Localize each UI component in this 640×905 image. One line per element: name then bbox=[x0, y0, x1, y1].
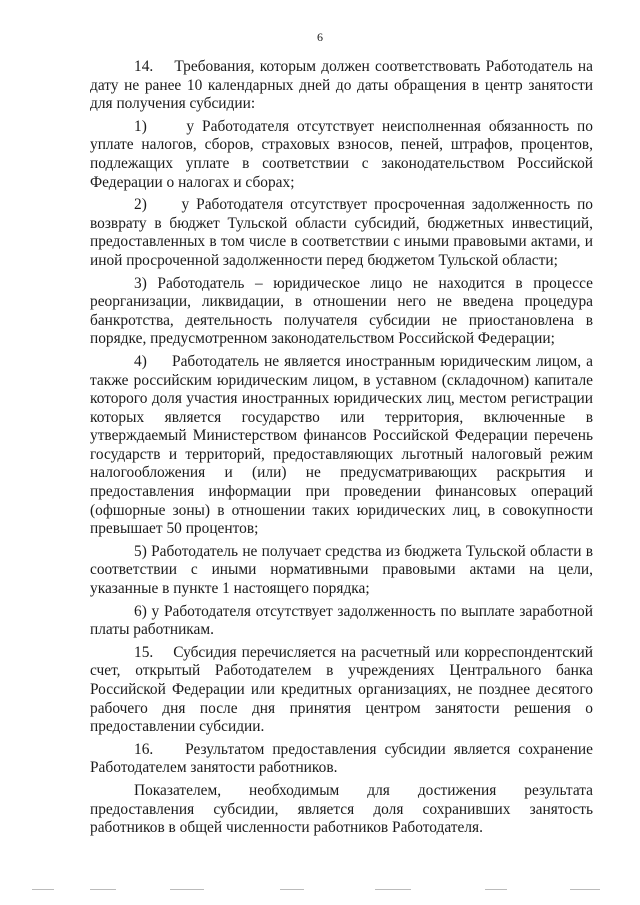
document-body bbox=[90, 58, 593, 838]
paragraph-14-item-5: 5) Работодатель не получает средства из бюджета Тульской области в соответствии с иными нормативными правовыми актами на цели, указанные в пункте 1 настоящего порядка; bbox=[90, 542, 593, 598]
scan-mark bbox=[375, 889, 411, 890]
paragraph-14-item-6: 6) у Работодателя отсутствует задолженность по выплате заработной платы работникам. bbox=[90, 602, 593, 639]
paragraph-16-indicator: Показателем, необходимым для достижения результата предоставления субсидии, является доля сохранивших занятость работников в общей численности работников Работодателя. bbox=[90, 781, 593, 837]
paragraph-14-item-3: 3) Работодатель – юридическое лицо не находится в процессе реорганизации, ликвидации, в отношении него не введена процедура банкротства, деятельность получателя субсидии не приостановлена в порядке, предусмотренном законодательством Российской Федерации; bbox=[90, 274, 593, 348]
scan-mark bbox=[170, 889, 204, 890]
scan-mark bbox=[90, 889, 116, 890]
scan-mark bbox=[485, 889, 507, 890]
scan-artifacts bbox=[30, 887, 610, 893]
paragraph-16: 16. Результатом предоставления субсидии является сохранение Работодателем занятости работников. bbox=[90, 740, 593, 777]
paragraph-14-item-2: 2) у Работодателя отсутствует просроченная задолженность по возврату в бюджет Тульской области субсидий, бюджетных инвестиций, предоставленных в том числе в соответствии с иными правовыми актами, и иной просроченной задолженности перед бюджетом Тульской области; bbox=[90, 196, 593, 269]
scan-mark bbox=[280, 889, 304, 890]
paragraph-15: 15. Субсидия перечисляется на расчетный или корреспондентский счет, открытый Работодателем в учреждениях Центрального банка Российской Федерации или кредитных организациях, не позднее десятого рабочего дня после дня принятия центром занятости решения о предоставлении субсидии. bbox=[90, 643, 593, 736]
paragraph-14-item-1: 1) у Работодателя отсутствует неисполненная обязанность по уплате налогов, сборов, страховых взносов, пеней, штрафов, процентов, подлежащих уплате в соответствии с законодательством Российской Федерации о налогах и сборах; bbox=[90, 117, 593, 191]
scan-mark bbox=[32, 889, 54, 890]
paragraph-14: 14. Требования, которым должен соответствовать Работодатель на дату не ранее 10 календарных дней до даты обращения в центр занятости для получения субсидии: bbox=[90, 58, 593, 113]
paragraph-14-item-4: 4) Работодатель не является иностранным юридическим лицом, а также российским юридическим лицом, в уставном (складочном) капитале которого доля участия иностранных юридических лиц, местом регистрации которых является государство или территория, включенные в утверждаемый Министерством финансов Российской Федерации перечень государств и территорий, предоставляющих льготный налоговый режим налогообложения и (или) не предусматривающих раскрытия и предоставления информации при проведении финансовых операций (офшорные зоны) в отношении таких юридических лиц, в совокупности превышает 50 процентов; bbox=[90, 352, 593, 538]
scan-mark bbox=[570, 889, 600, 890]
page-number: 6 bbox=[317, 30, 323, 44]
